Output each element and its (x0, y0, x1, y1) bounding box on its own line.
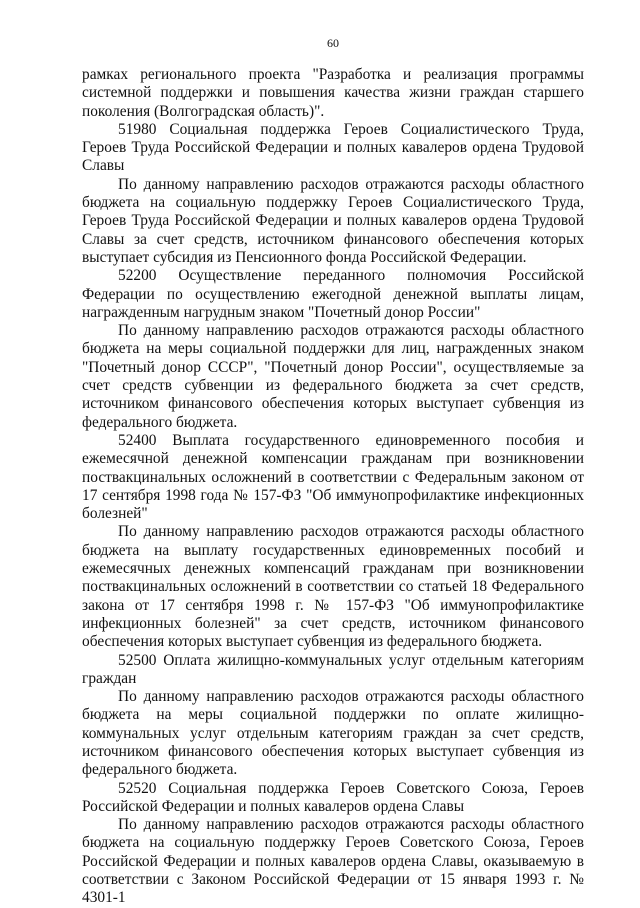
paragraph: 52520 Социальная поддержка Героев Советского Союза, Героев Российской Федерации и полных кавалеров ордена Славы (82, 779, 584, 815)
paragraph: 52400 Выплата государственного единовременного пособия и ежемесячной денежной компенсации гражданам при возникновении поствакцинальных осложнений в соответствии с Федеральным законом от 17 сентября 1998 года № 157-ФЗ "Об иммунопрофилактике инфекционных болезней" (82, 431, 584, 523)
paragraph: По данному направлению расходов отражаются расходы областного бюджета на выплату государственных единовременных пособий и ежемесячных денежных компенсаций гражданам при возникновении поствакцинальных осложнений в соответствии со статьей 18 Федерального закона от 17 сентября 1998 г. № 157-ФЗ "Об иммунопрофилактике инфекционных болезней" за счет средств, источником финансового обеспечения которых выступает субвенция из федерального бюджета. (82, 523, 584, 651)
page-number: 60 (327, 36, 339, 50)
paragraph: По данному направлению расходов отражаются расходы областного бюджета на меры социальной поддержки по оплате жилищно-коммунальных услуг отдельным категориям граждан за счет средств, источником финансового обеспечения которых выступает субвенция из федерального бюджета. (82, 688, 584, 779)
document-page (82, 36, 584, 908)
paragraph: 51980 Социальная поддержка Героев Социалистического Труда, Героев Труда Российской Федерации и полных кавалеров ордена Трудовой Славы (82, 120, 584, 175)
document-body (82, 66, 584, 908)
paragraph: рамках регионального проекта "Разработка и реализация программы системной поддержки и повышения качества жизни граждан старшего поколения (Волгоградская область)". (82, 66, 584, 120)
paragraph: По данному направлению расходов отражаются расходы областного бюджета на социальную поддержку Героев Советского Союза, Героев Российской Федерации и полных кавалеров ордена Славы, оказываемую в соответствии с Законом Российской Федерации от 15 января 1993 г. № 4301-1 (82, 816, 584, 907)
paragraph: 52200 Осуществление переданного полномочия Российской Федерации по осуществлению ежегодной денежной выплаты лицам, награжденным нагрудным знаком "Почетный донор России" (82, 267, 584, 321)
paragraph: По данному направлению расходов отражаются расходы областного бюджета на меры социальной поддержки для лиц, награжденных знаком "Почетный донор СССР", "Почетный донор России", осуществляемые за счет средств субвенции из федерального бюджета за счет средств, источником финансового обеспечения которых выступает субвенция из федерального бюджета. (82, 322, 584, 431)
paragraph: 52500 Оплата жилищно-коммунальных услуг отдельным категориям граждан (82, 651, 584, 687)
paragraph: По данному направлению расходов отражаются расходы областного бюджета на социальную поддержку Героев Социалистического Труда, Героев Труда Российской Федерации и полных кавалеров ордена Трудовой Славы за счет средств, источником финансового обеспечения которых выступает субсидия из Пенсионного фонда Российской Федерации. (82, 175, 584, 266)
